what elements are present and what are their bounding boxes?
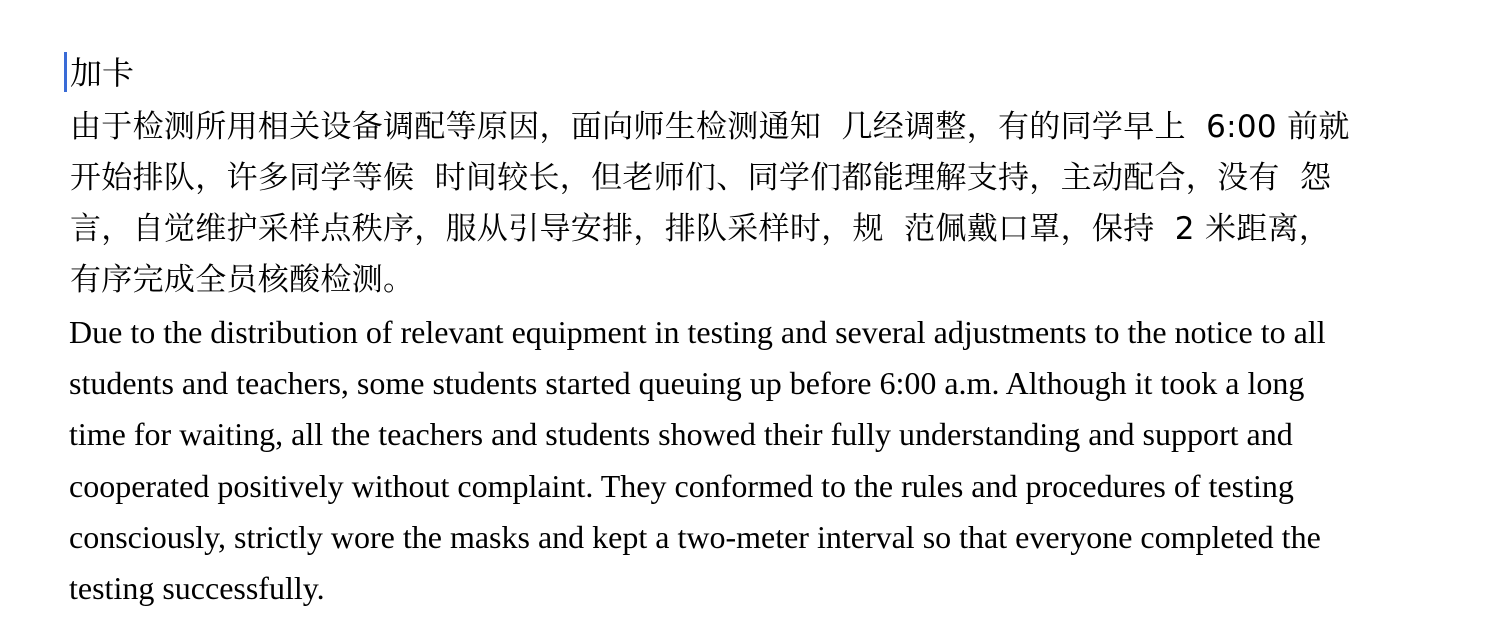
text-cursor (64, 52, 67, 92)
document-heading: 加卡 (70, 54, 135, 92)
english-paragraph-line-5: consciously, strictly wore the masks and kept a two-meter interval so that everyone completed the (69, 519, 1321, 555)
english-paragraph-line-4: cooperated positively without complaint. They conformed to the rules and procedures of testing (69, 468, 1294, 504)
english-paragraph-line-6: testing successfully. (69, 570, 325, 606)
chinese-paragraph-line-3: 言，自觉维护采样点秩序，服从引导安排，排队采样时，规 范佩戴口罩，保持 2 米距离， (70, 211, 1331, 247)
english-paragraph-line-2: students and teachers, some students started queuing up before 6:00 a.m. Although it took a long (69, 365, 1305, 401)
english-paragraph-line-1: Due to the distribution of relevant equipment in testing and several adjustments to the notice to all (69, 314, 1326, 350)
chinese-paragraph-line-4: 有序完成全员核酸检测。 (70, 262, 415, 298)
english-paragraph-line-3: time for waiting, all the teachers and students showed their fully understanding and support and (69, 416, 1293, 452)
chinese-paragraph-line-2: 开始排队，许多同学等候 时间较长，但老师们、同学们都能理解支持，主动配合，没有 怨 (70, 160, 1332, 196)
chinese-paragraph-line-1: 由于检测所用相关设备调配等原因，面向师生检测通知 几经调整，有的同学早上 6:00 前就 (70, 109, 1350, 145)
